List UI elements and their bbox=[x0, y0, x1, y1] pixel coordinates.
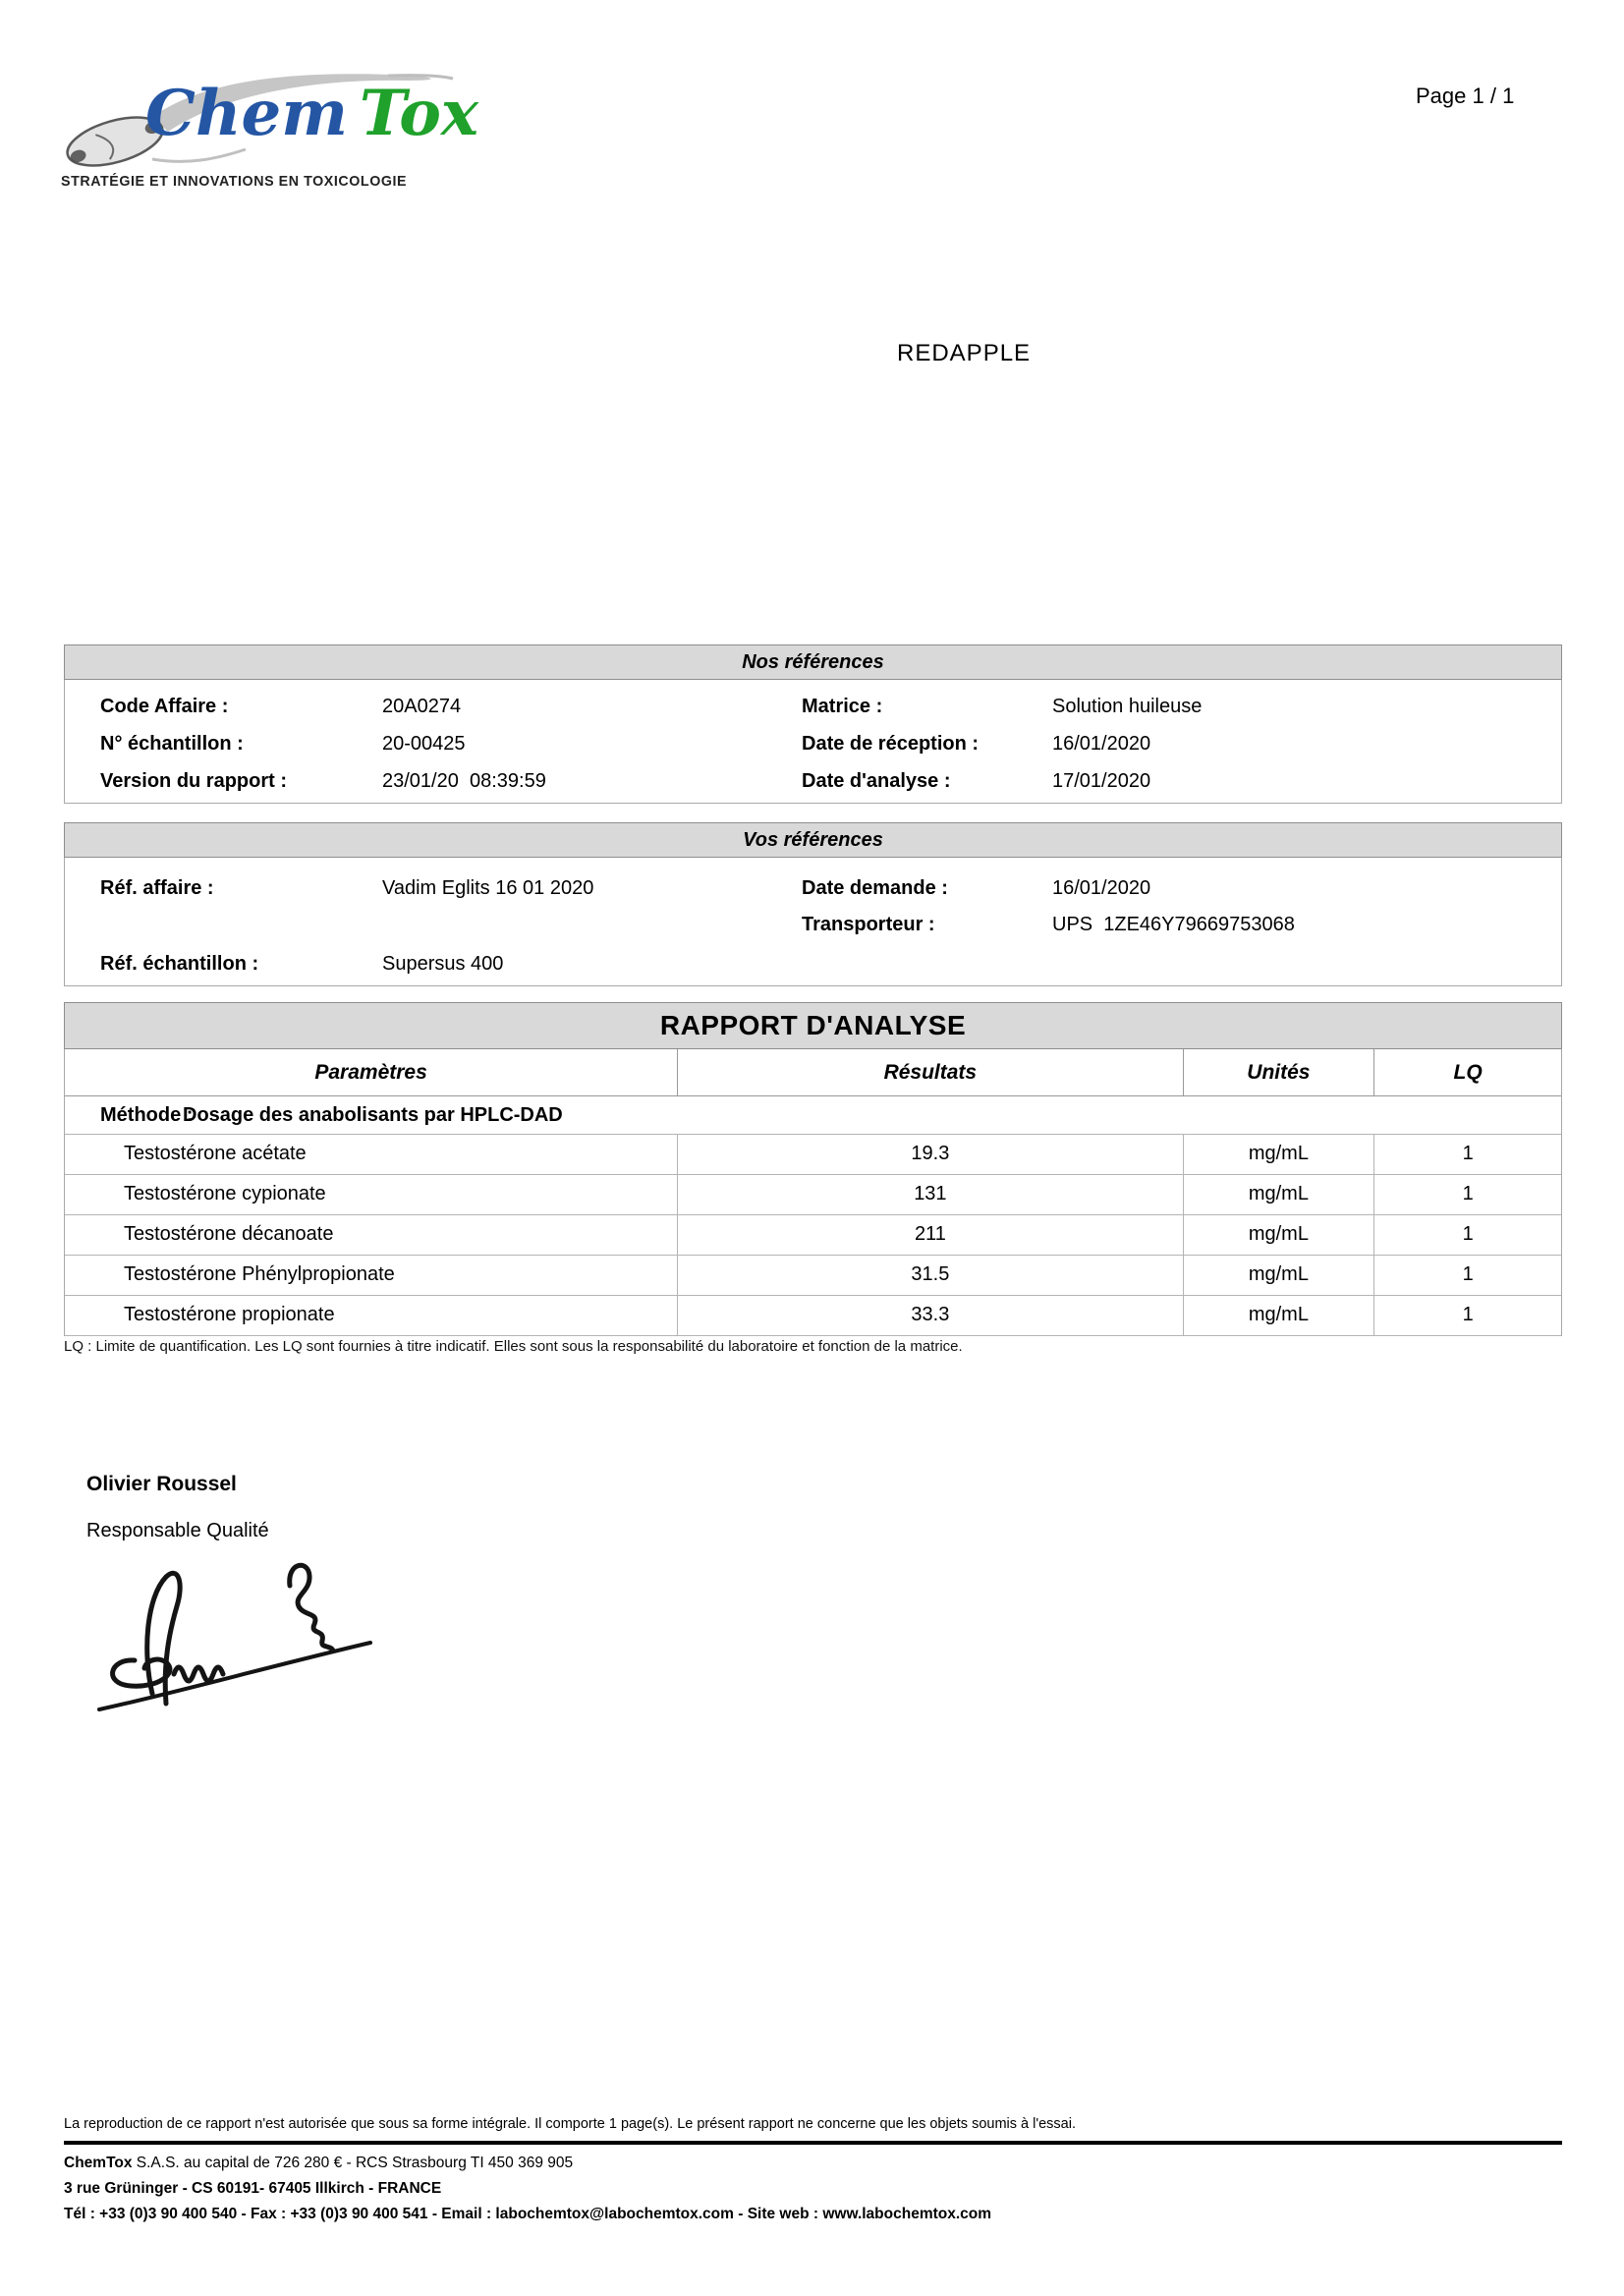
date-demande-label: Date demande : bbox=[802, 877, 948, 899]
client-name: REDAPPLE bbox=[897, 340, 1032, 366]
date-reception-label: Date de réception : bbox=[802, 733, 980, 755]
col-lq: LQ bbox=[1453, 1061, 1483, 1084]
transporteur-label: Transporteur : bbox=[802, 914, 935, 935]
signatory-role: Responsable Qualité bbox=[86, 1520, 269, 1541]
lq-value: 1 bbox=[1462, 1223, 1474, 1245]
nos-references-table bbox=[64, 644, 1562, 804]
version-rapport-value: 23/01/20 08:39:59 bbox=[382, 770, 546, 792]
rapport-body bbox=[64, 1049, 1562, 1336]
result-value: 19.3 bbox=[678, 1135, 1183, 1174]
version-rapport-label: Version du rapport : bbox=[100, 770, 288, 792]
nos-references-body bbox=[64, 680, 1562, 804]
nos-references-title: Nos références bbox=[64, 644, 1562, 680]
table-row bbox=[65, 1175, 1561, 1215]
param-name: Testostérone Phénylpropionate bbox=[65, 1256, 678, 1295]
rapport-header-row bbox=[65, 1049, 1561, 1096]
company-info: S.A.S. au capital de 726 280 € - RCS Strasbourg TI 450 369 905 bbox=[132, 2155, 574, 2171]
ref-affaire-value: Vadim Eglits 16 01 2020 bbox=[382, 877, 594, 899]
code-affaire-value: 20A0274 bbox=[382, 696, 462, 717]
unit-value: mg/mL bbox=[1184, 1256, 1375, 1295]
param-name: Testostérone acétate bbox=[65, 1135, 678, 1174]
logo-tox-text: Tox bbox=[359, 77, 479, 150]
date-analyse-label: Date d'analyse : bbox=[802, 770, 951, 792]
result-value: 33.3 bbox=[678, 1296, 1183, 1335]
num-echantillon-label: N° échantillon : bbox=[100, 733, 244, 755]
matrice-value: Solution huileuse bbox=[1052, 696, 1203, 717]
rapport-analyse-table bbox=[64, 1002, 1562, 1336]
signatory-name: Olivier Roussel bbox=[86, 1473, 237, 1495]
rapport-title: RAPPORT D'ANALYSE bbox=[64, 1002, 1562, 1049]
page-number: Page 1 / 1 bbox=[1416, 84, 1515, 108]
logo-tagline: STRATÉGIE ET INNOVATIONS EN TOXICOLOGIE bbox=[61, 173, 408, 190]
vos-references-title: Vos références bbox=[64, 822, 1562, 858]
lq-value: 1 bbox=[1462, 1183, 1474, 1204]
table-row bbox=[65, 1256, 1561, 1296]
code-affaire-label: Code Affaire : bbox=[100, 696, 229, 717]
footer-rule bbox=[64, 2141, 1562, 2145]
company-contact: Tél : +33 (0)3 90 400 540 - Fax : +33 (0)3 90 400 541 - Email : labochemtox@labochemtox.com - Site web : www.labochemtox.com bbox=[64, 2206, 992, 2222]
lq-value: 1 bbox=[1462, 1263, 1474, 1285]
ref-echantillon-value: Supersus 400 bbox=[382, 953, 504, 975]
col-resultats: Résultats bbox=[678, 1049, 1183, 1095]
unit-value: mg/mL bbox=[1184, 1175, 1375, 1214]
col-unites: Unités bbox=[1184, 1049, 1375, 1095]
signature-image bbox=[84, 1544, 378, 1716]
company-name: ChemTox bbox=[64, 2155, 133, 2171]
vos-references-table bbox=[64, 822, 1562, 986]
param-name: Testostérone propionate bbox=[65, 1296, 678, 1335]
company-line bbox=[64, 2155, 573, 2172]
matrice-label: Matrice : bbox=[802, 696, 883, 717]
unit-value: mg/mL bbox=[1184, 1215, 1375, 1255]
table-row bbox=[65, 1135, 1561, 1175]
table-row bbox=[65, 1215, 1561, 1256]
date-demande-value: 16/01/2020 bbox=[1052, 877, 1151, 899]
param-name: Testostérone cypionate bbox=[65, 1175, 678, 1214]
date-reception-value: 16/01/2020 bbox=[1052, 733, 1151, 755]
result-value: 31.5 bbox=[678, 1256, 1183, 1295]
unit-value: mg/mL bbox=[1184, 1296, 1375, 1335]
param-name: Testostérone décanoate bbox=[65, 1215, 678, 1255]
result-value: 211 bbox=[678, 1215, 1183, 1255]
vos-references-body bbox=[64, 858, 1562, 986]
transporteur-value: UPS 1ZE46Y79669753068 bbox=[1052, 914, 1295, 935]
result-value: 131 bbox=[678, 1175, 1183, 1214]
logo-wordmark bbox=[145, 77, 479, 150]
ref-affaire-label: Réf. affaire : bbox=[100, 877, 214, 899]
logo-chem-text: Chem bbox=[145, 77, 348, 150]
lq-value: 1 bbox=[1462, 1143, 1474, 1164]
methode-row bbox=[65, 1096, 1561, 1135]
lq-value: 1 bbox=[1462, 1304, 1474, 1325]
table-row bbox=[65, 1296, 1561, 1336]
unit-value: mg/mL bbox=[1184, 1135, 1375, 1174]
ref-echantillon-label: Réf. échantillon : bbox=[100, 953, 259, 975]
company-address: 3 rue Grüninger - CS 60191- 67405 Illkirch - FRANCE bbox=[64, 2180, 442, 2197]
num-echantillon-value: 20-00425 bbox=[382, 733, 466, 755]
date-analyse-value: 17/01/2020 bbox=[1052, 770, 1151, 792]
legal-notice: La reproduction de ce rapport n'est autorisée que sous sa forme intégrale. Il comporte 1 page(s). Le présent rapport ne concerne que les objets soumis à l'essai. bbox=[64, 2116, 1076, 2132]
methode-value: Dosage des anabolisants par HPLC-DAD bbox=[183, 1104, 563, 1126]
lq-footnote: LQ : Limite de quantification. Les LQ sont fournies à titre indicatif. Elles sont sous la responsabilité du laboratoire et fonction de la matrice. bbox=[64, 1338, 963, 1355]
methode-label: Méthode : bbox=[100, 1104, 194, 1126]
col-parametres: Paramètres bbox=[65, 1049, 678, 1095]
